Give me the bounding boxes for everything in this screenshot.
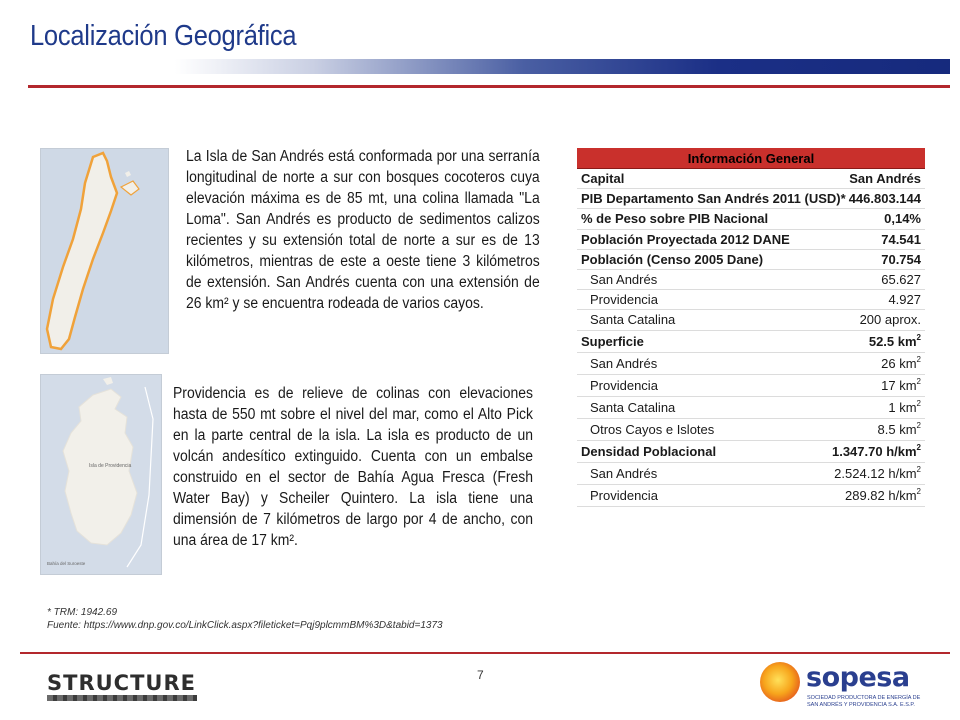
sopesa-logo-text: sopesa <box>806 662 910 693</box>
superscript: 2 <box>916 487 921 496</box>
table-row <box>577 330 925 352</box>
row-value: 2.524.12 $h/km^2$ <box>751 462 925 484</box>
sopesa-sun-icon <box>760 662 800 702</box>
table-row <box>577 209 925 229</box>
row-label: % de Peso sobre PIB Nacional <box>577 209 751 229</box>
table-row <box>577 310 925 330</box>
structure-logo-bar <box>47 695 197 701</box>
trm-footnote: * TRM: 1942.69 <box>47 607 118 618</box>
row-label: Santa Catalina <box>577 310 751 330</box>
table-row <box>577 484 925 506</box>
sopesa-tagline: SOCIEDAD PRODUCTORA DE ENERGÍA DE SAN ANDRÉS Y PROVIDENCIA S.A. E.S.P. <box>807 695 921 708</box>
row-value: 17 $km^2$ <box>751 374 925 396</box>
row-label: San Andrés <box>577 352 751 374</box>
superscript: 2 <box>916 421 921 430</box>
superscript: 2 <box>916 465 921 474</box>
row-value: 4.927 <box>751 290 925 310</box>
title-divider <box>28 85 950 88</box>
providencia-map <box>40 374 162 575</box>
san-andres-map <box>40 148 169 354</box>
row-value: 65.627 <box>751 269 925 289</box>
title-gradient-bar <box>175 59 950 74</box>
info-table <box>577 148 925 507</box>
table-row <box>577 290 925 310</box>
row-value: 26 $km^2$ <box>751 352 925 374</box>
table-row <box>577 374 925 396</box>
row-value: 70.754 <box>751 249 925 269</box>
table-row <box>577 269 925 289</box>
table-header-row <box>577 148 925 169</box>
page-title: Localización Geográfica <box>30 20 297 52</box>
row-label: Superficie <box>577 330 751 352</box>
superscript: 2 <box>916 399 921 408</box>
row-value: 446.803.144 <box>751 189 925 209</box>
table-row <box>577 229 925 249</box>
row-label: San Andrés <box>577 462 751 484</box>
page-number: 7 <box>477 668 484 682</box>
row-value: 52.5 $km^2$ <box>751 330 925 352</box>
row-label: Otros Cayos e Islotes <box>577 418 751 440</box>
table-row <box>577 418 925 440</box>
row-label: Providencia <box>577 290 751 310</box>
row-value: 1 $km^2$ <box>751 396 925 418</box>
table-row <box>577 352 925 374</box>
superscript: 2 <box>916 443 921 452</box>
table-row <box>577 189 925 209</box>
row-value: 1.347.70 $h/km^2$ <box>751 440 925 462</box>
table-row <box>577 249 925 269</box>
row-label: PIB Departamento San Andrés 2011 (USD)* <box>577 189 751 209</box>
row-label: San Andrés <box>577 269 751 289</box>
san-andres-description: La Isla de San Andrés está conformada por una serranía longitudinal de norte a sur con bosques cocoteros cuya elevación máxima es de 85 mt, una colina llamada "La Loma". San Andrés es producto de sedimentos calizos recientes y su extensión total de norte a sur es de 13 kilómetros, mientras de este a oeste tiene 3 kilómetros de extensión. San Andrés cuenta con una extensión de 26 km² y se encuentra rodeada de varios cayos. <box>186 148 540 312</box>
row-label: Capital <box>577 169 751 189</box>
row-value: 74.541 <box>751 229 925 249</box>
row-value: 0,14% <box>751 209 925 229</box>
table-row <box>577 169 925 189</box>
row-value: 289.82 $h/km^2$ <box>751 484 925 506</box>
source-footnote: Fuente: https://www.dnp.gov.co/LinkClick.aspx?fileticket=Pqj9plcmmBM%3D&tabid=1373 <box>47 620 443 631</box>
superscript: 2 <box>916 377 921 386</box>
providencia-description: Providencia es de relieve de colinas con elevaciones hasta de 550 mt sobre el nivel del mar, como el Alto Pick en la parte central de la isla. La isla es producto de un volcán andesítico extinguido. Cuenta con un embalse construido en el sector de Bahía Agua Fresca (Fresh Water Bay) y Scheiler Quintero. La isla tiene una dimensión de 7 kilómetros de largo por 4 de ancho, con una área de 17 km². <box>173 385 533 549</box>
row-label: Providencia <box>577 374 751 396</box>
row-label: Población Proyectada 2012 DANE <box>577 229 751 249</box>
superscript: 2 <box>916 333 921 342</box>
structure-logo <box>47 672 197 701</box>
row-label: Santa Catalina <box>577 396 751 418</box>
row-value: San Andrés <box>751 169 925 189</box>
structure-logo-text: STRUCTURE <box>47 671 196 695</box>
footer-divider <box>20 652 950 654</box>
row-label: Providencia <box>577 484 751 506</box>
row-value: 200 aprox. <box>751 310 925 330</box>
row-label: Población (Censo 2005 Dane) <box>577 249 751 269</box>
table-row <box>577 462 925 484</box>
row-value: 8.5 $km^2$ <box>751 418 925 440</box>
table-header: Información General <box>577 148 925 169</box>
row-label: Densidad Poblacional <box>577 440 751 462</box>
table-row <box>577 396 925 418</box>
map-label-providencia: Isla de Providencia <box>89 463 132 469</box>
table-row <box>577 440 925 462</box>
superscript: 2 <box>916 355 921 364</box>
map-label-bahia: Bahía del Suroeste <box>47 561 86 566</box>
